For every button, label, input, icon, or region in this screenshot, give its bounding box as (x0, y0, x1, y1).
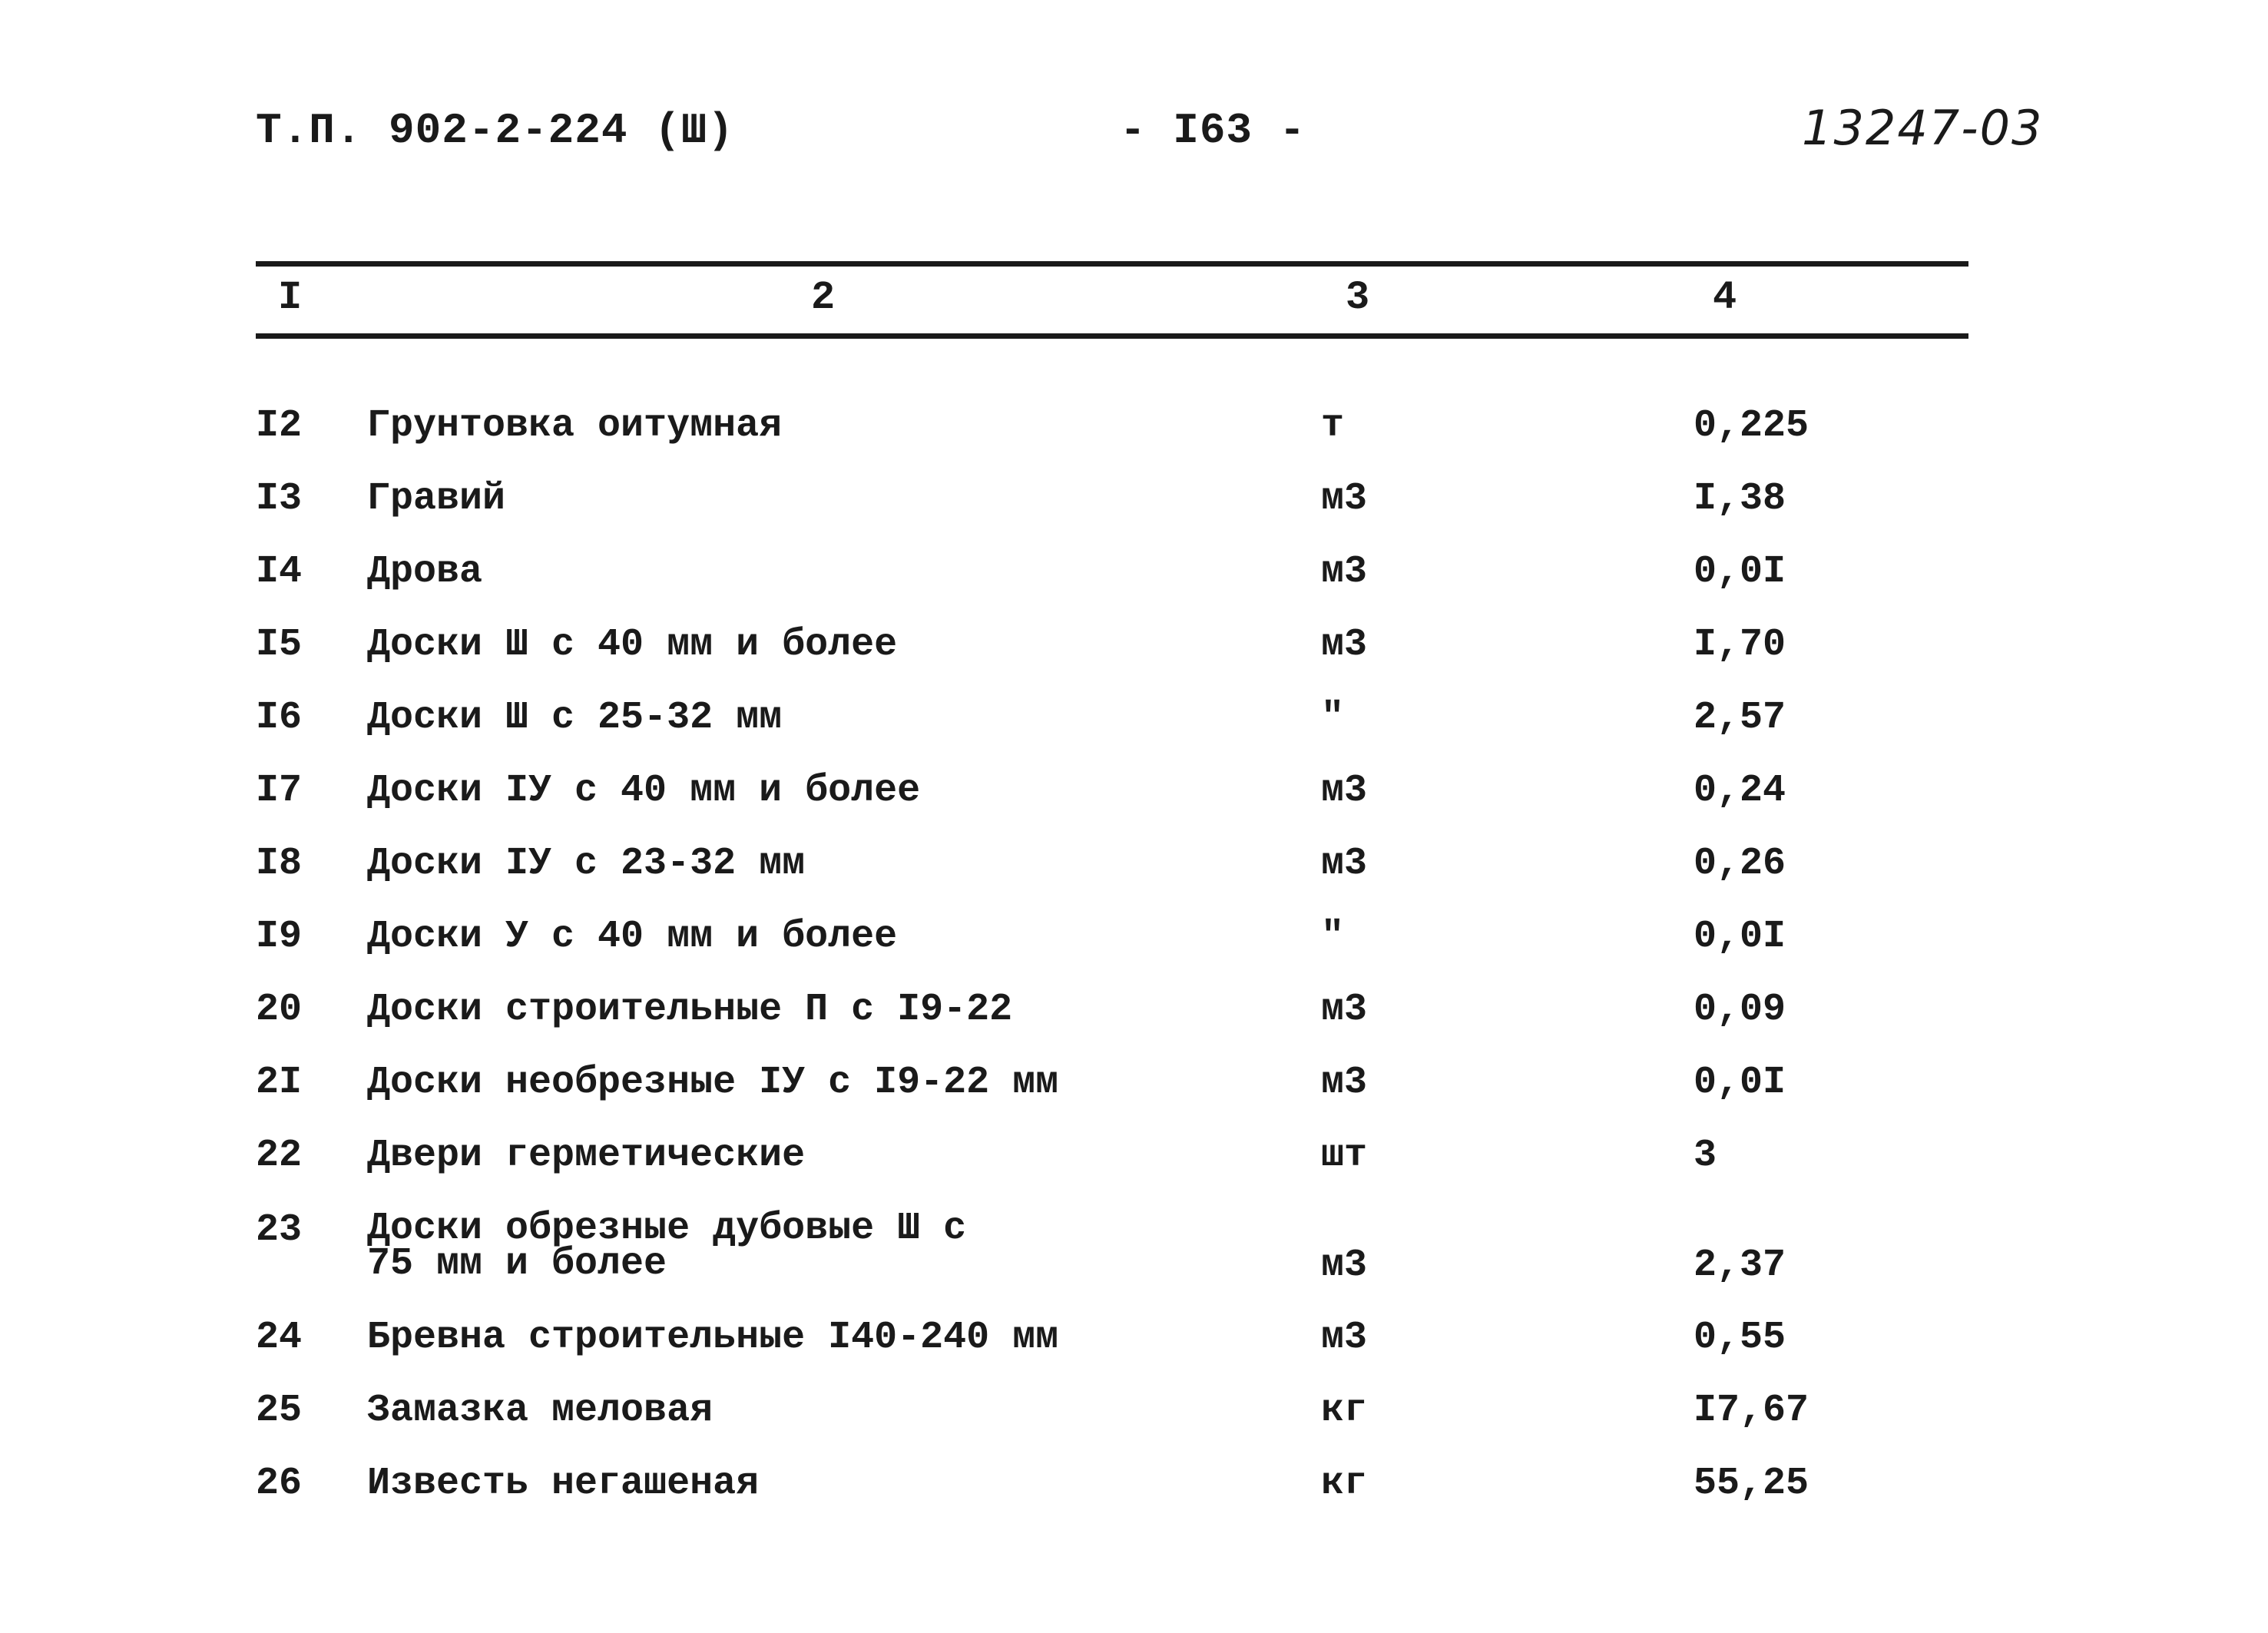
material-name: Дрова (367, 550, 483, 594)
quantity: 0,55 (1694, 1316, 1786, 1360)
row-number: 24 (256, 1316, 303, 1360)
table-row (0, 477, 2268, 553)
quantity: 0,24 (1694, 769, 1786, 813)
material-name: Доски У с 40 мм и более (367, 915, 898, 959)
row-number: I2 (256, 404, 303, 448)
unit: м3 (1321, 769, 1368, 813)
table-row (0, 404, 2268, 480)
row-number: I5 (256, 623, 303, 667)
unit: " (1321, 915, 1345, 959)
row-number: 22 (256, 1134, 303, 1178)
unit: кг (1321, 1389, 1368, 1433)
unit: м3 (1321, 477, 1368, 521)
unit: м3 (1321, 1061, 1368, 1105)
table-row (0, 1389, 2268, 1465)
quantity: I,38 (1694, 477, 1786, 521)
table-row (0, 915, 2268, 991)
table-row (0, 550, 2268, 626)
unit: м3 (1321, 623, 1368, 667)
unit: т (1321, 404, 1345, 448)
unit: " (1321, 696, 1345, 740)
quantity: 0,225 (1694, 404, 1809, 448)
quantity: 0,0I (1694, 1061, 1786, 1105)
unit: м3 (1321, 1316, 1368, 1360)
row-number: I4 (256, 550, 303, 594)
quantity: 2,37 (1694, 1244, 1786, 1287)
material-name: Доски IУ с 40 мм и более (367, 769, 921, 813)
row-number: 25 (256, 1389, 303, 1433)
unit: м3 (1321, 1244, 1368, 1287)
inventory-number: 13247-03 (1802, 100, 2044, 156)
table-row (0, 1207, 2268, 1319)
table-top-rule (256, 261, 1968, 267)
table-row (0, 1316, 2268, 1392)
material-name: Известь негашеная (367, 1462, 760, 1505)
table-row (0, 769, 2268, 845)
table-row (0, 988, 2268, 1064)
quantity: 0,0I (1694, 915, 1786, 959)
unit: м3 (1321, 550, 1368, 594)
material-name: Гравий (367, 477, 506, 521)
quantity: 0,26 (1694, 842, 1786, 886)
quantity: 0,0I (1694, 550, 1786, 594)
row-number: 20 (256, 988, 303, 1032)
row-number: 26 (256, 1462, 303, 1505)
row-number: I7 (256, 769, 303, 813)
table-header-bottom-rule (256, 333, 1968, 339)
unit: м3 (1321, 842, 1368, 886)
unit: м3 (1321, 988, 1368, 1032)
row-number: I9 (256, 915, 303, 959)
table-row (0, 1134, 2268, 1210)
row-number: I6 (256, 696, 303, 740)
column-header-1: I (278, 275, 303, 320)
material-name: Доски обрезные дубовые Ш с 75 мм и более (367, 1207, 967, 1286)
document-code: Т.П. 902-2-224 (Ш) (256, 106, 734, 155)
quantity: 2,57 (1694, 696, 1786, 740)
unit: кг (1321, 1462, 1368, 1505)
material-name: Доски Ш с 40 мм и более (367, 623, 898, 667)
row-number: I8 (256, 842, 303, 886)
unit: шт (1321, 1134, 1368, 1178)
column-header-4: 4 (1713, 275, 1737, 320)
table-row (0, 842, 2268, 918)
material-name: Доски строительные П с I9-22 (367, 988, 1013, 1032)
quantity: 55,25 (1694, 1462, 1809, 1505)
table-row (0, 696, 2268, 772)
column-header-2: 2 (811, 275, 836, 320)
quantity: 3 (1694, 1134, 1717, 1178)
material-name: Замазка меловая (367, 1389, 714, 1433)
quantity: I,70 (1694, 623, 1786, 667)
table-row (0, 623, 2268, 699)
quantity: 0,09 (1694, 988, 1786, 1032)
row-number: 23 (256, 1208, 303, 1252)
table-row (0, 1061, 2268, 1137)
column-header-3: 3 (1346, 275, 1370, 320)
material-name: Бревна строительные I40-240 мм (367, 1316, 1059, 1360)
table-row (0, 1462, 2268, 1538)
quantity: I7,67 (1694, 1389, 1809, 1433)
material-name: Грунтовка оитумная (367, 404, 783, 448)
material-name: Доски необрезные IУ с I9-22 мм (367, 1061, 1059, 1105)
row-number: 2I (256, 1061, 303, 1105)
page-number: - I63 - (1120, 106, 1306, 155)
material-name: Доски IУ с 23-32 мм (367, 842, 806, 886)
row-number: I3 (256, 477, 303, 521)
material-name: Двери герметические (367, 1134, 806, 1178)
material-name: Доски Ш с 25-32 мм (367, 696, 783, 740)
